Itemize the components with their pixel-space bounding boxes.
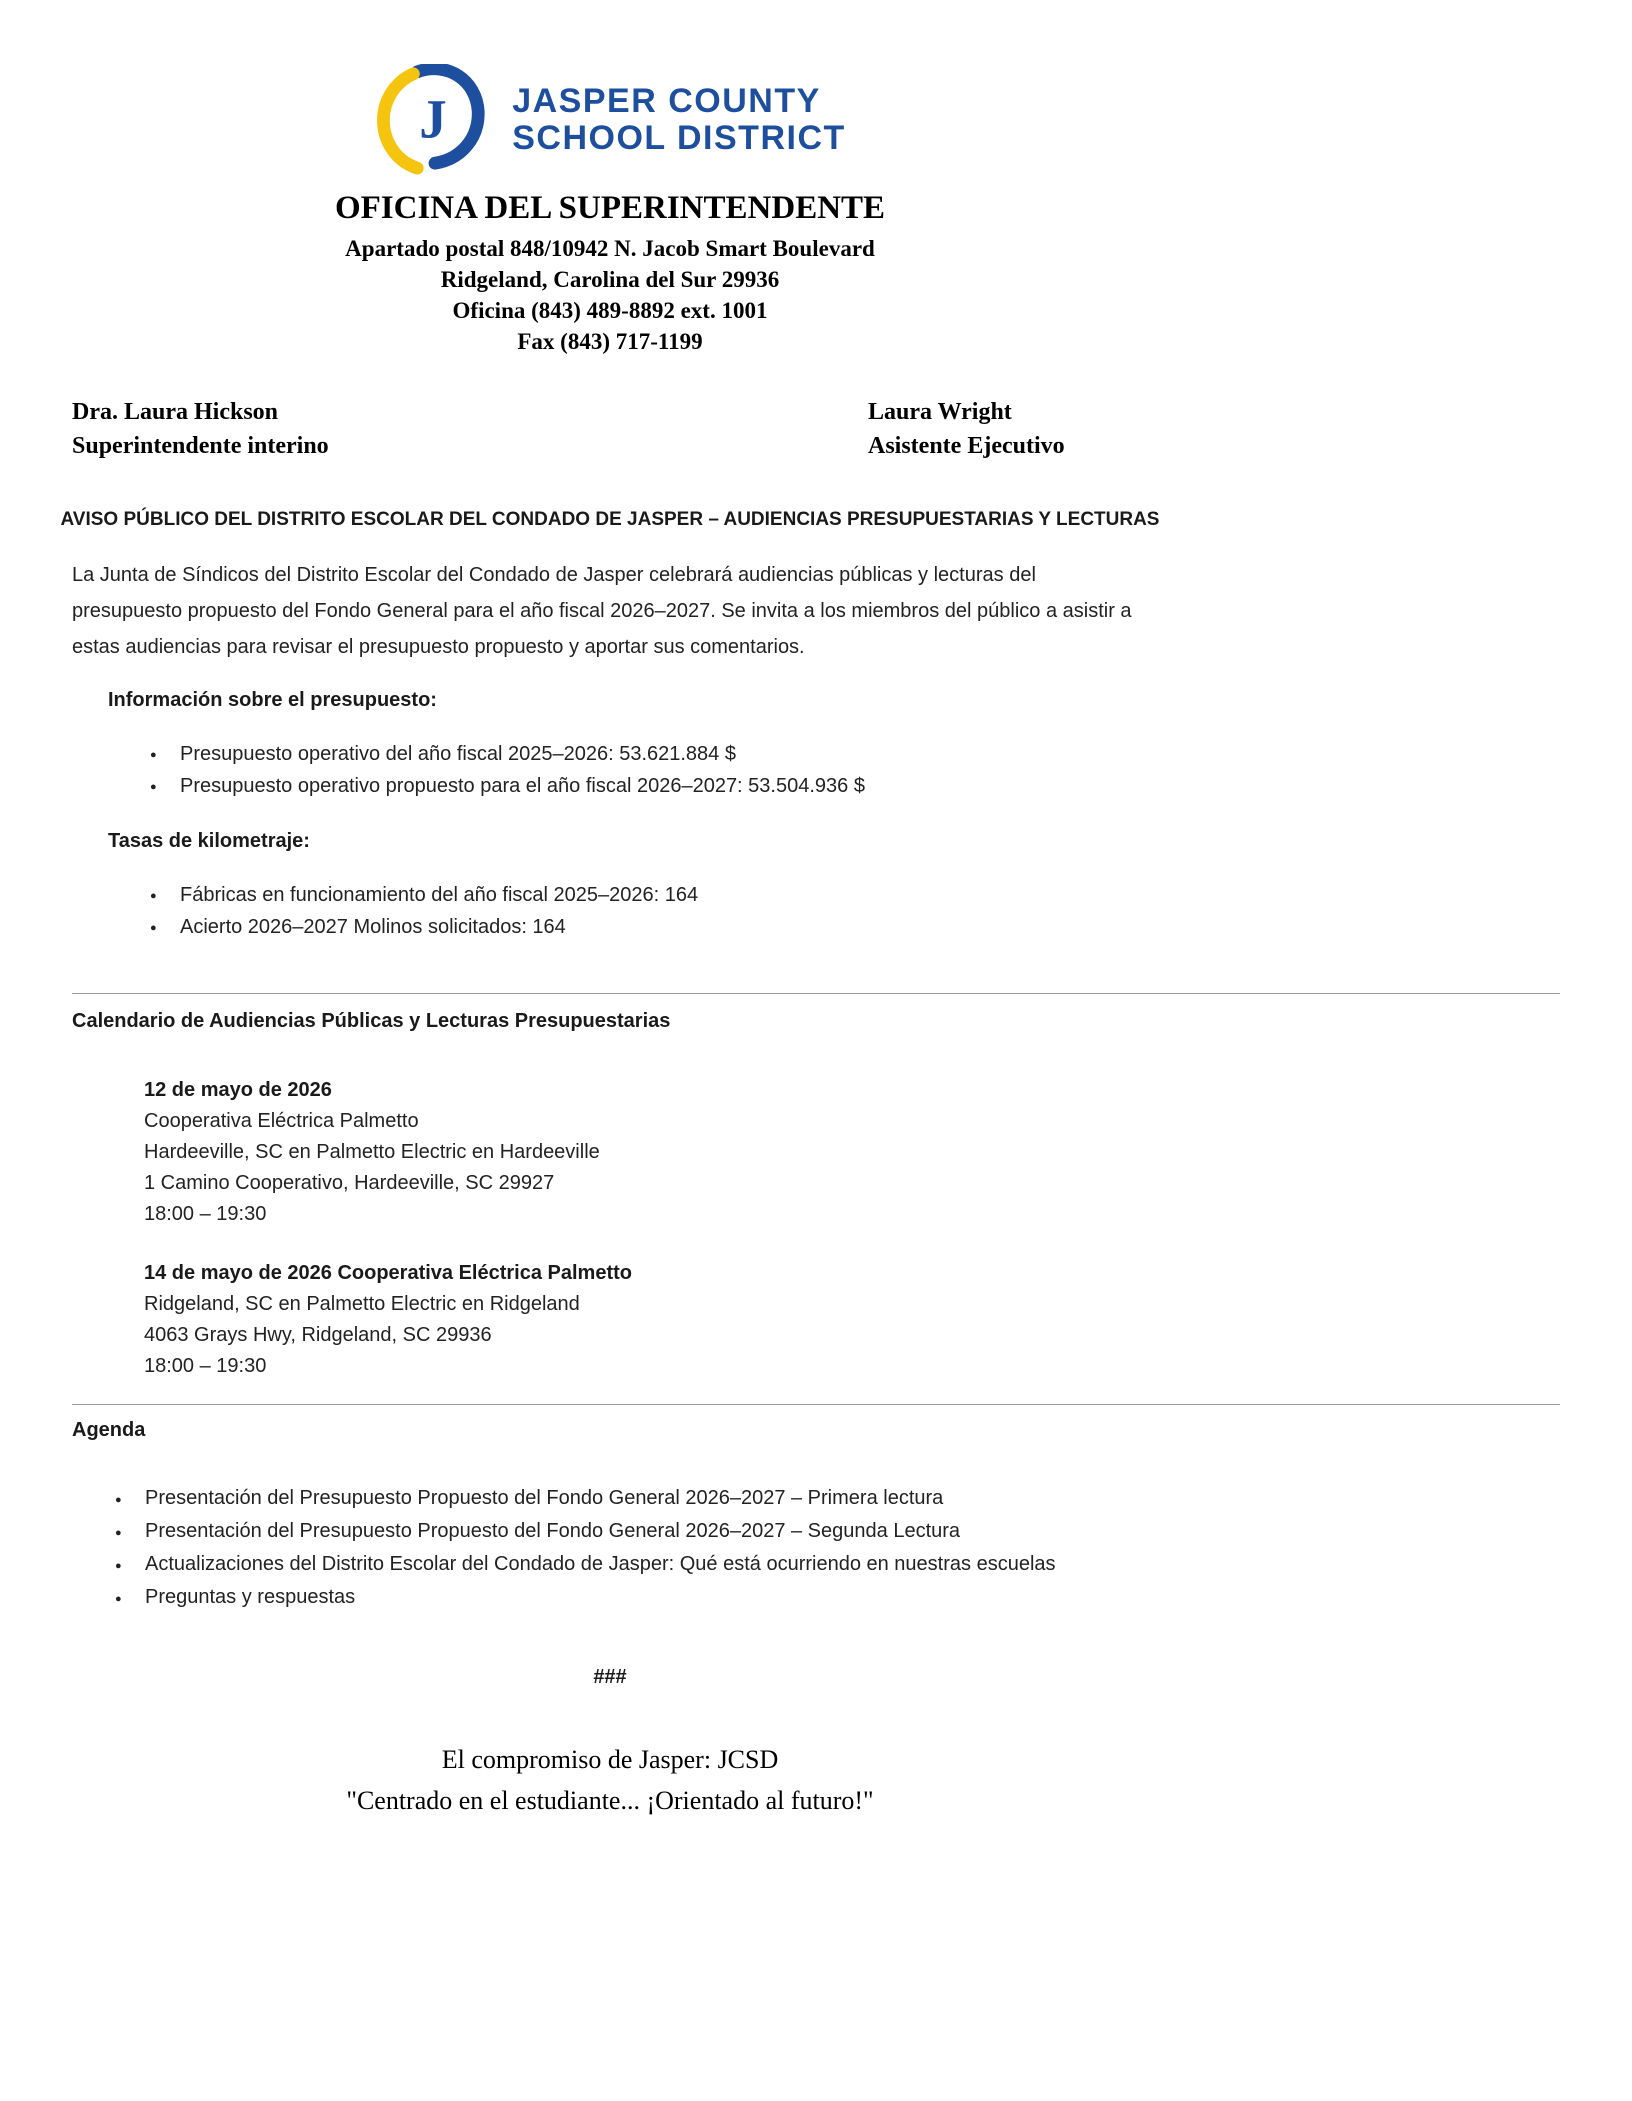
event-line: 1 Camino Cooperativo, Hardeeville, SC 29927	[144, 1172, 555, 1194]
divider	[72, 993, 1560, 994]
agenda-item: ● Presentación del Presupuesto Propuesto del Fondo General 2026–2027 – Primera lectura	[145, 1482, 1148, 1515]
superintendent-block	[72, 395, 329, 463]
millage-item: ● Fábricas en funcionamiento del año fiscal 2025–2026: 164	[180, 879, 1148, 911]
event-line: 4063 Grays Hwy, Ridgeland, SC 29936	[144, 1324, 492, 1346]
footer-tagline	[72, 1739, 1148, 1821]
event-date: 12 de mayo de 2026	[144, 1079, 332, 1101]
fax-line: Fax (843) 717-1199	[517, 329, 703, 354]
phone-line: Oficina (843) 489-8892 ext. 1001	[452, 298, 768, 323]
footer-tagline-line1: El compromiso de Jasper: JCSD	[441, 1745, 779, 1774]
millage-list	[180, 879, 1148, 943]
address-line-1: Apartado postal 848/10942 N. Jacob Smart Boulevard	[345, 236, 875, 261]
event-line: Ridgeland, SC en Palmetto Electric en Ridgeland	[144, 1293, 580, 1315]
budget-info-item: ● Presupuesto operativo propuesto para el año fiscal 2026–2027: 53.504.936 $	[180, 770, 1148, 802]
address-line-2: Ridgeland, Carolina del Sur 29936	[440, 267, 780, 292]
agenda-heading: Agenda	[72, 1419, 146, 1441]
contacts-row	[72, 395, 1148, 463]
district-logo-icon	[374, 64, 492, 176]
event-line: Hardeeville, SC en Palmetto Electric en Hardeeville	[144, 1141, 600, 1163]
millage-item: ● Acierto 2026–2027 Molinos solicitados: 164	[180, 911, 1148, 943]
district-logo	[72, 64, 1148, 176]
schedule-event	[144, 1258, 1148, 1382]
budget-info-heading: Información sobre el presupuesto:	[108, 689, 437, 711]
superintendent-name: Dra. Laura Hickson	[72, 399, 279, 425]
agenda-item: ● Presentación del Presupuesto Propuesto del Fondo General 2026–2027 – Segunda Lectura	[145, 1515, 1148, 1548]
assistant-block	[868, 395, 1148, 463]
millage-heading: Tasas de kilometraje:	[108, 830, 310, 852]
divider	[72, 1404, 1560, 1405]
event-line: 18:00 – 19:30	[144, 1203, 267, 1225]
office-title: OFICINA DEL SUPERINTENDENTE	[334, 190, 886, 226]
superintendent-title: Superintendente interino	[72, 433, 329, 459]
assistant-name: Laura Wright	[868, 399, 1012, 425]
agenda-list	[145, 1482, 1148, 1614]
budget-info-item: ● Presupuesto operativo del año fiscal 2025–2026: 53.621.884 $	[180, 738, 1148, 770]
logo-line1: JASPER COUNTY	[512, 82, 821, 121]
footer-tagline-line2: "Centrado en el estudiante... ¡Orientado al futuro!"	[346, 1786, 874, 1815]
district-logo-text	[512, 83, 846, 156]
svg-text:J: J	[419, 88, 447, 150]
assistant-title: Asistente Ejecutivo	[868, 433, 1065, 459]
end-marks: ###	[593, 1666, 627, 1688]
notice-heading: AVISO PÚBLICO DEL DISTRITO ESCOLAR DEL CONDADO DE JASPER – AUDIENCIAS PRESUPUESTARIAS Y LECTURAS	[60, 509, 1160, 530]
schedule-event	[144, 1075, 1148, 1230]
budget-info-list	[180, 738, 1148, 802]
event-line: Cooperativa Eléctrica Palmetto	[144, 1110, 419, 1132]
agenda-item: ● Preguntas y respuestas	[145, 1581, 1148, 1614]
event-date: 14 de mayo de 2026 Cooperativa Eléctrica Palmetto	[144, 1262, 632, 1284]
notice-intro-paragraph: La Junta de Síndicos del Distrito Escolar del Condado de Jasper celebrará audiencias públicas y lecturas del presupuesto propuesto del Fondo General para el año fiscal 2026–2027. Se invita a los miembros del público a asistir a estas audiencias para revisar el presupuesto propuesto y aportar sus comentarios.	[72, 564, 1132, 658]
event-line: 18:00 – 19:30	[144, 1355, 267, 1377]
schedule-heading: Calendario de Audiencias Públicas y Lecturas Presupuestarias	[72, 1010, 671, 1032]
logo-line2: SCHOOL DISTRICT	[512, 119, 846, 157]
agenda-item: ● Actualizaciones del Distrito Escolar del Condado de Jasper: Qué está ocurriendo en nuestras escuelas	[145, 1548, 1148, 1581]
letterhead-address	[72, 233, 1148, 357]
